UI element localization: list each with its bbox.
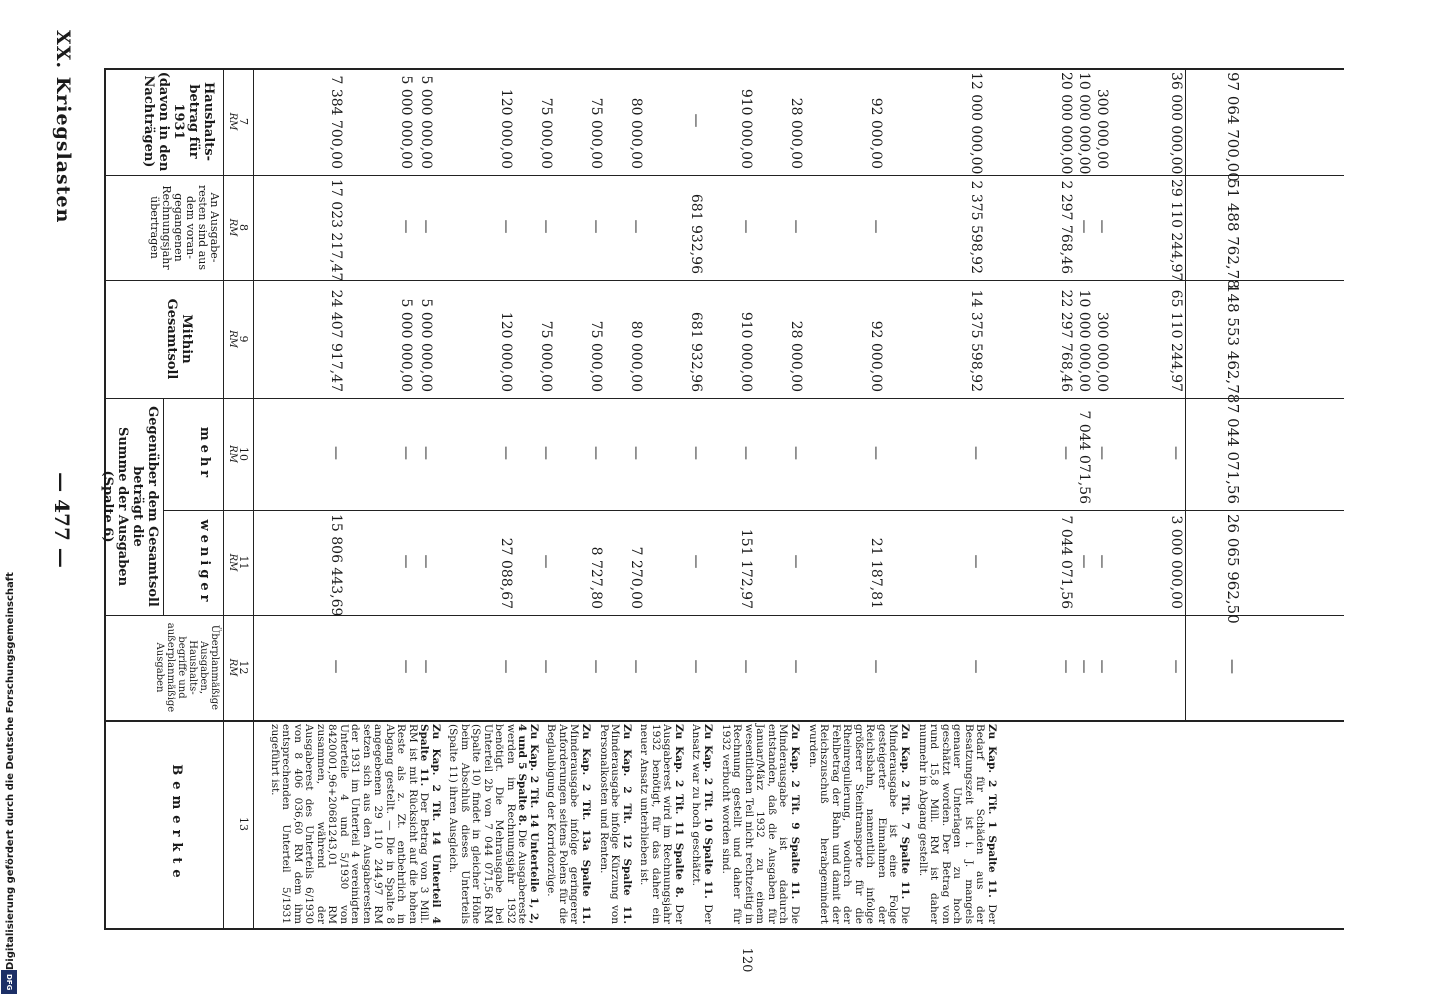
remark-text: Minderausgabe infolge geringerer Anforderungen seitens Polens für die Beglaubigung der Korridorzüge. bbox=[545, 724, 581, 924]
cell-c7-row-7: 80 000,00 bbox=[628, 97, 644, 169]
cell-c9-row-4: 120 000,00 bbox=[498, 311, 514, 392]
cell-c12-row-4: — bbox=[498, 659, 514, 674]
cell-c8-row-4: — bbox=[498, 219, 514, 234]
cell-c10-row-9: — bbox=[738, 446, 754, 460]
footer-number: 120 bbox=[739, 947, 754, 973]
cell-c11-row-11: 21 187,81 bbox=[868, 537, 884, 609]
cell-c9-row-16: 65 110 244,97 bbox=[1168, 289, 1184, 392]
cell-c12-row-15: — bbox=[1094, 659, 1110, 674]
unit-rule bbox=[253, 68, 254, 928]
col10-unit: RM bbox=[227, 445, 238, 463]
cell-c8-row-2: — bbox=[398, 219, 414, 234]
cell-c12-row-6: — bbox=[588, 659, 604, 674]
remark-text: Minderausgabe infolge Kürzung von Personalkosten und Renten. bbox=[598, 724, 622, 924]
cell-c9-row-13: 22 297 768,46 bbox=[1058, 289, 1074, 392]
remark-lead: Zu Kap. 2 Tit. 13a Spalte 11. bbox=[580, 724, 592, 924]
cell-c7-row-5: 75 000,00 bbox=[538, 97, 554, 169]
cell-c11-row-16: 3 000 000,00 bbox=[1168, 515, 1184, 609]
col-sep-7 bbox=[104, 928, 1344, 930]
cell-c11-row-10: — bbox=[788, 554, 804, 569]
credit-strip bbox=[0, 0, 18, 1000]
cell-c9-row-1: 24 407 917,47 bbox=[328, 289, 344, 392]
cell-c10-row-11: — bbox=[868, 446, 884, 460]
col11-number: 11 bbox=[237, 555, 250, 570]
cell-c8-row-3: — bbox=[418, 219, 434, 234]
col-sep-3 bbox=[104, 398, 1344, 399]
remark-text: Der Ansatz war zu hoch geschätzt. bbox=[690, 724, 714, 924]
col-sep-1 bbox=[104, 175, 1344, 176]
cell-c12-row-16: — bbox=[1168, 659, 1184, 674]
cell-c10-row-7: — bbox=[628, 446, 644, 460]
dfg-logo: DFG bbox=[1, 970, 17, 994]
cell-c8-row-10: — bbox=[788, 219, 804, 234]
cell-c12-row-8: — bbox=[688, 659, 704, 674]
cell-c10-row-16: — bbox=[1168, 446, 1184, 460]
totals-rule bbox=[1185, 68, 1186, 720]
cell-c11-row-15: — bbox=[1094, 554, 1110, 569]
remark-4 bbox=[690, 724, 713, 924]
remark-6 bbox=[598, 724, 633, 924]
col10-number: 10 bbox=[237, 447, 250, 461]
cell-c11-row-13: 7 044 071,56 bbox=[1058, 515, 1074, 609]
cell-c8-row-6: — bbox=[588, 219, 604, 234]
cell-c10-row-3: — bbox=[418, 446, 434, 460]
cell-c7-row-15: 300 000,00 bbox=[1094, 88, 1110, 169]
remark-text: Die Minderausgabe ist dadurch entstanden, daß die Ausgaben für Januar/März 1932 zu einem wesentlichen Teil nicht rechtzeitig in Rechnung gestellt und daher für 1932 verbucht worden sind. bbox=[720, 724, 801, 925]
col9-number: 9 bbox=[237, 335, 250, 343]
cell-c10-row-8: — bbox=[688, 446, 704, 460]
remark-lead: Zu Kap. 2 Tit. 9 Spalte 11. bbox=[789, 724, 801, 900]
cell-c8-row-16: 29 110 244,97 bbox=[1168, 179, 1184, 282]
cell-c11-row-4: 27 088,67 bbox=[498, 537, 514, 609]
cell-c8-row-12: 2 375 598,92 bbox=[968, 180, 984, 274]
remark-lead: Zu Kap. 2 Tit. 10 Spalte 11. bbox=[702, 724, 714, 899]
credit-text: Digitalisierung gefördert durch die Deutsche Forschungsgemeinschaft bbox=[5, 572, 16, 970]
cell-c8-row-1: 17 023 217,47 bbox=[328, 179, 344, 282]
cell-c8-row-5: — bbox=[538, 219, 554, 234]
remark-text: Der Bedarf für Schäden aus der Besatzungszeit ist i. J. mangels genauer Unterlagen zu hoch geschätzt worden. Der Betrag von rund 15,8 Mill. RM ist daher nunmehr in Abgang gestellt. bbox=[917, 724, 998, 925]
cell-c9-row-17: 148 553 462,78 bbox=[1224, 284, 1242, 404]
cell-c7-row-9: 910 000,00 bbox=[738, 88, 754, 169]
remark-text: Die Ausgabereste werden im Rechnungsjahr 1932 benötigt. Die Mehrausgabe bei Unterteil 2b von 7 044 071,56 RM (Spalte 10) findet in gleicher Höhe beim Abschluß dieses Unterteils (Spalte 11) ihren Ausgleich. bbox=[447, 724, 529, 924]
cell-c9-row-11: 92 000,00 bbox=[868, 320, 884, 392]
cell-c7-row-4: 120 000,00 bbox=[498, 88, 514, 169]
col-sep-2 bbox=[104, 280, 1344, 281]
cell-c12-row-7: — bbox=[628, 659, 644, 674]
col7-header: Haushalts- betrag für 1931 (davon in den Nachträgen) bbox=[141, 71, 216, 172]
col13-header: Bemerkte bbox=[169, 764, 184, 884]
cell-c10-row-2: — bbox=[398, 446, 414, 460]
cell-c10-row-17: 7 044 071,56 bbox=[1224, 403, 1242, 504]
cell-c11-row-12: — bbox=[968, 554, 984, 569]
cell-c10-row-1: — bbox=[328, 446, 344, 460]
group-header-rule bbox=[163, 398, 164, 615]
cell-c12-row-14: — bbox=[1076, 659, 1092, 674]
cell-c10-row-6: — bbox=[588, 446, 604, 460]
cell-c7-row-12: 12 000 000,00 bbox=[968, 72, 984, 175]
cell-c9-row-15: 300 000,00 bbox=[1094, 311, 1110, 392]
cell-c11-row-9: 151 172,97 bbox=[738, 528, 754, 609]
col-sep-0 bbox=[104, 68, 1344, 70]
remark-8 bbox=[447, 724, 539, 924]
cell-c12-row-11: — bbox=[868, 659, 884, 674]
cell-c9-row-5: 75 000,00 bbox=[538, 320, 554, 392]
col12-header: Überplanmäßige Ausgaben, Haushalts- begriffe und außerplanmäßige Ausgaben bbox=[154, 622, 220, 713]
cell-c7-row-17: 97 064 700,00 bbox=[1224, 72, 1242, 182]
col7-number: 7 bbox=[237, 118, 250, 125]
col-sep-6 bbox=[104, 720, 1344, 722]
remark-1 bbox=[917, 724, 998, 924]
cell-c11-row-8: — bbox=[688, 554, 704, 569]
col11-unit: RM bbox=[227, 553, 238, 572]
cell-c8-row-9: — bbox=[738, 219, 754, 234]
col7-unit: RM bbox=[227, 112, 238, 131]
cell-c12-row-3: — bbox=[418, 659, 434, 674]
cell-c8-row-7: — bbox=[628, 219, 644, 234]
cell-c9-row-2: 5 000 000,00 bbox=[398, 298, 414, 392]
remark-9 bbox=[269, 724, 442, 924]
cell-c7-row-11: 92 000,00 bbox=[868, 97, 884, 169]
remark-lead: Zu Kap. 2 Tit. 1 Spalte 11. bbox=[986, 724, 998, 898]
cell-c8-row-8: 681 932,96 bbox=[688, 193, 704, 274]
cell-c12-row-13: — bbox=[1058, 659, 1074, 674]
col10-header: mehr bbox=[197, 426, 212, 482]
cell-c10-row-10: — bbox=[788, 446, 804, 460]
col8-unit: RM bbox=[227, 218, 238, 237]
remark-text: Die Minderausgabe ist eine Folge gesteigerter Einnahmen der Reichsbahn, namentlich infolge größerer Steintransporte für die Rheinregulierung, wodurch der Fehlbetrag der Bahn und damit der Reichszuschuß herabgemindert wurden. bbox=[807, 724, 911, 925]
section-title: XX. Kriegslasten bbox=[52, 30, 74, 224]
col8-header: An Ausgabe- resten sind aus dem voran- gegangenen Rechnungsjahr übertragen bbox=[148, 185, 221, 270]
col12-unit: RM bbox=[227, 658, 238, 677]
spacer bbox=[48, 500, 54, 506]
cell-c11-row-5: — bbox=[538, 554, 554, 569]
cell-c7-row-13: 20 000 000,00 bbox=[1058, 72, 1074, 175]
remark-lead: Zu Kap. 2 Tit. 14 Unterteile 1, 2, 4 und 5 Spalte 8. bbox=[516, 724, 540, 924]
cell-c7-row-10: 28 000,00 bbox=[788, 97, 804, 169]
cell-c7-row-2: 5 000 000,00 bbox=[398, 75, 414, 169]
cell-c12-row-17: — bbox=[1224, 659, 1242, 674]
col-sep-4 bbox=[164, 510, 1344, 511]
cell-c7-row-14: 10 000 000,00 bbox=[1076, 72, 1092, 175]
cell-c9-row-7: 80 000,00 bbox=[628, 320, 644, 392]
remark-text: Der Betrag von 3 Mill. RM ist mit Rücksicht auf die hohen Reste als z. Zt. entbehrlich in Abgang gestellt. — Die in Spalte 8 angegebenen 29 110 244,97 RM setzen sich aus den Ausgaberesten der 1931 im Unterteil 4 vereinigten Unterteile 4 und 5/1930 von 8420001,96+20681243,01 RM zusammen, während der Ausgaberest des Unterteils 6/1930 von 8 406 036,60 RM dem ihm entsprechenden Unterteil 5/1931 zugeführt ist. bbox=[269, 724, 431, 924]
cell-c10-row-4: — bbox=[498, 446, 514, 460]
cell-c7-row-6: 75 000,00 bbox=[588, 97, 604, 169]
col-sep-5 bbox=[104, 615, 1344, 616]
cell-c7-row-3: 5 000 000,00 bbox=[418, 75, 434, 169]
col9-unit: RM bbox=[227, 330, 238, 348]
col11-header: weniger bbox=[197, 519, 212, 606]
col9-header: Mithin Gesamtsoll bbox=[164, 298, 194, 380]
cell-c8-row-15: — bbox=[1094, 219, 1110, 234]
cell-c9-row-6: 75 000,00 bbox=[588, 320, 604, 392]
cell-c11-row-2: — bbox=[398, 554, 414, 569]
cell-c12-row-1: — bbox=[328, 659, 344, 674]
page-number: — 477 — bbox=[50, 472, 74, 568]
cell-c12-row-12: — bbox=[968, 659, 984, 674]
cell-c11-row-1: 15 806 443,69 bbox=[328, 514, 344, 617]
remark-3 bbox=[720, 724, 801, 924]
remark-2 bbox=[807, 724, 911, 924]
remark-7 bbox=[545, 724, 591, 924]
cell-c10-row-13: — bbox=[1058, 446, 1074, 460]
remark-lead: Zu Kap. 2 Tit. 14 Unterteil 4 Spalte 11. bbox=[418, 724, 442, 924]
cell-c7-row-16: 36 000 000,00 bbox=[1168, 72, 1184, 175]
header-bottom-rule bbox=[223, 68, 224, 928]
cell-c9-row-8: 681 932,96 bbox=[688, 311, 704, 392]
cell-c11-row-14: — bbox=[1076, 554, 1092, 569]
cell-c10-row-14: 7 044 071,56 bbox=[1076, 410, 1092, 504]
group-header: Gegenüber dem Gesamtsoll beträgt die Summe der Ausgaben (Spalte 6) bbox=[100, 406, 160, 607]
cell-c8-row-11: — bbox=[868, 219, 884, 234]
cell-c8-row-13: 2 297 768,46 bbox=[1058, 180, 1074, 274]
cell-c11-row-7: 7 270,00 bbox=[628, 546, 644, 609]
cell-c9-row-3: 5 000 000,00 bbox=[418, 298, 434, 392]
cell-c11-row-17: 26 065 962,50 bbox=[1224, 514, 1242, 624]
cell-c11-row-3: — bbox=[418, 554, 434, 569]
remark-lead: Zu Kap. 2 Tit. 12 Spalte 11. bbox=[621, 724, 633, 924]
cell-c12-row-2: — bbox=[398, 659, 414, 674]
cell-c10-row-5: — bbox=[538, 446, 554, 460]
cell-c7-row-8: — bbox=[688, 113, 704, 128]
cell-c11-row-6: 8 727,80 bbox=[588, 546, 604, 609]
remark-lead: Zu Kap. 2 Tit. 11 Spalte 8. bbox=[673, 724, 685, 898]
col13-number: 13 bbox=[237, 817, 250, 831]
cell-c9-row-14: 10 000 000,00 bbox=[1076, 289, 1092, 392]
cell-c12-row-9: — bbox=[738, 659, 754, 674]
remark-text: Der Ausgaberest wird im Rechnungsjahr 1932 benötigt, für das daher ein neuer Ansatz unterblieben ist. bbox=[638, 724, 685, 925]
col8-number: 8 bbox=[237, 224, 250, 231]
col12-number: 12 bbox=[237, 660, 250, 675]
cell-c9-row-9: 910 000,00 bbox=[738, 311, 754, 392]
cell-c9-row-10: 28 000,00 bbox=[788, 320, 804, 392]
remark-5 bbox=[638, 724, 684, 924]
remark-lead: Zu Kap. 2 Tit. 7 Spalte 11. bbox=[899, 724, 911, 900]
cell-c8-row-17: 51 488 762,78 bbox=[1224, 179, 1242, 289]
cell-c10-row-12: — bbox=[968, 446, 984, 460]
cell-c7-row-1: 7 384 700,00 bbox=[328, 75, 344, 169]
cell-c12-row-10: — bbox=[788, 659, 804, 674]
cell-c9-row-12: 14 375 598,92 bbox=[968, 289, 984, 392]
cell-c12-row-5: — bbox=[538, 659, 554, 674]
cell-c8-row-14: — bbox=[1076, 219, 1092, 234]
cell-c10-row-15: — bbox=[1094, 446, 1110, 460]
